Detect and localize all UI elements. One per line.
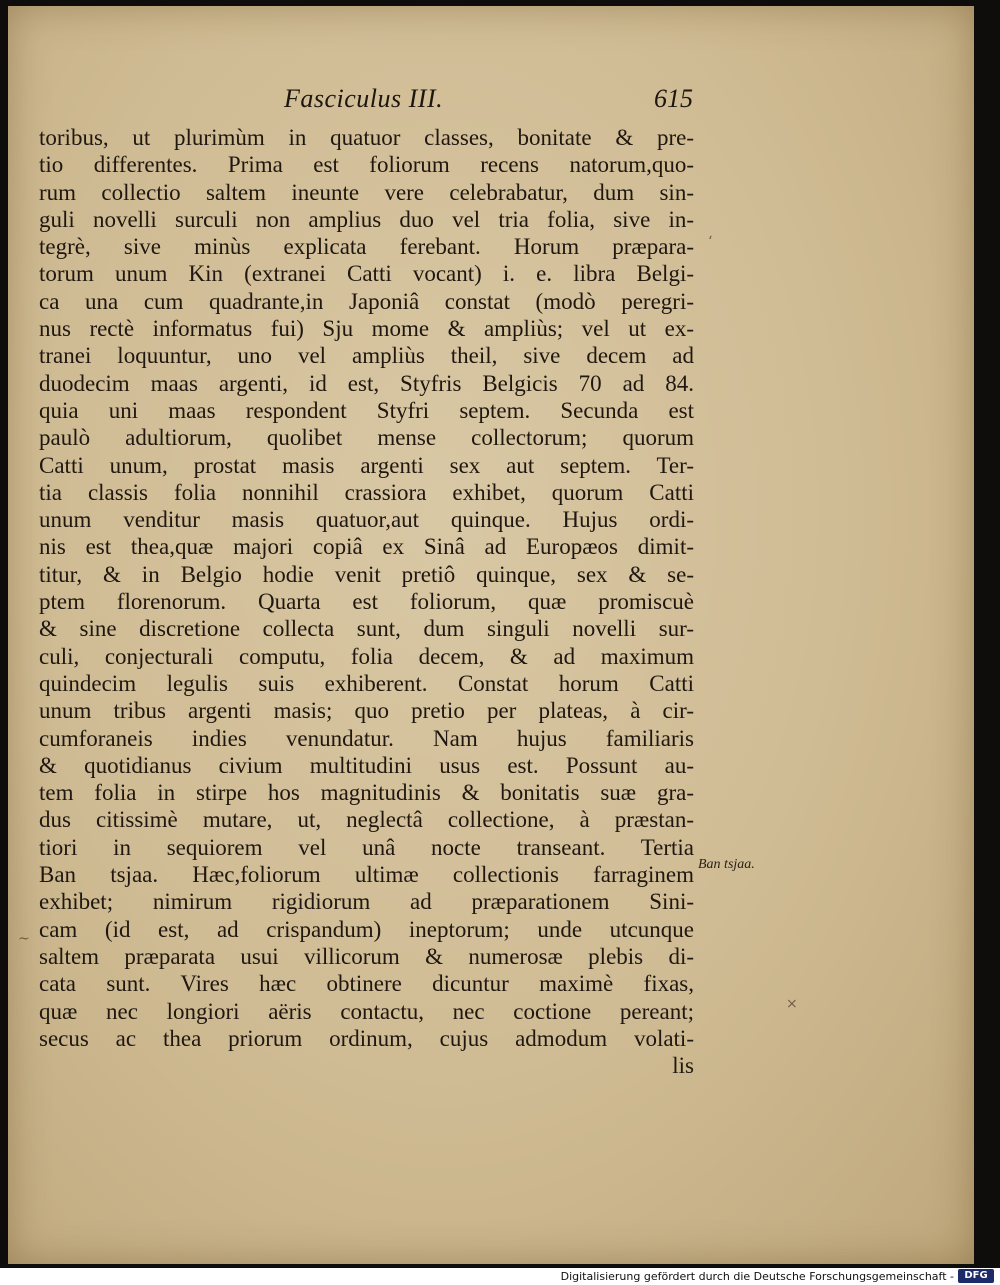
- text-line: cumforaneis indies venundatur. Nam hujus familiaris: [39, 725, 694, 751]
- text-line: guli novelli surculi non amplius duo vel tria folia, sive in-: [39, 206, 694, 232]
- text-line: paulò adultiorum, quolibet mense collectorum; quorum: [39, 425, 694, 451]
- text-line: toribus, ut plurimùm in quatuor classes, bonitate & pre-: [39, 125, 694, 150]
- text-line: & sine discretione collecta sunt, dum singuli novelli sur-: [39, 616, 694, 642]
- text-line: cam (id est, ad crispandum) ineptorum; unde utcunque: [39, 916, 694, 942]
- dfg-logo: DFG: [958, 1269, 994, 1283]
- page-number: 615: [654, 84, 693, 113]
- text-line: ptem florenorum. Quarta est foliorum, quæ promiscuè: [39, 589, 694, 615]
- text-line: rum collectio saltem ineunte vere celebrabatur, dum sin-: [39, 179, 694, 205]
- running-title: Fasciculus III.: [284, 84, 444, 113]
- stray-mark: ×: [786, 996, 798, 1012]
- text-line: torum unum Kin (extranei Catti vocant) i. e. libra Belgi-: [39, 261, 694, 287]
- text-line: saltem præparata usui villicorum & numerosæ plebis di-: [39, 943, 694, 969]
- stray-mark: ~: [18, 931, 30, 947]
- text-line: nis est thea,quæ majori copiâ ex Sinâ ad Europæos dimit-: [39, 534, 694, 560]
- text-line: Ban tsjaa. Hæc,foliorum ultimæ collectionis farraginem: [39, 862, 694, 888]
- footer-bar: [0, 1268, 1000, 1285]
- stray-mark: ‘: [708, 234, 713, 250]
- funding-credit: Digitalisierung gefördert durch die Deutsche Forschungsgemeinschaft -: [560, 1270, 954, 1283]
- text-line: unum venditur masis quatuor,aut quinque. Hujus ordi-: [39, 507, 694, 533]
- text-line: ca una cum quadrante,in Japoniâ constat (modò peregri-: [39, 288, 694, 314]
- body-text: [39, 124, 694, 1079]
- text-line: tiori in sequiorem vel unâ nocte transeant. Tertia: [39, 834, 694, 860]
- text-line: tio differentes. Prima est foliorum recens natorum,quo-: [39, 152, 694, 178]
- text-line: lis: [672, 1053, 694, 1079]
- text-line: quia uni maas respondent Styfri septem. Secunda est: [39, 397, 694, 423]
- marginal-note: Ban tsjaa.: [698, 857, 755, 872]
- text-line: Catti unum, prostat masis argenti sex aut septem. Ter-: [39, 452, 694, 478]
- page-header: [8, 84, 974, 124]
- text-line: quæ nec longiori aëris contactu, nec coctione pereant;: [39, 998, 694, 1024]
- text-line: secus ac thea priorum ordinum, cujus admodum volati-: [39, 1025, 694, 1051]
- text-line: culi, conjecturali computu, folia decem, & ad maximum: [39, 643, 694, 669]
- text-line: unum tribus argenti masis; quo pretio per plateas, à cir-: [39, 698, 694, 724]
- text-line: duodecim maas argenti, id est, Styfris Belgicis 70 ad 84.: [39, 370, 694, 396]
- text-line: quindecim legulis suis exhiberent. Constat horum Catti: [39, 670, 694, 696]
- text-line: dus citissimè mutare, ut, neglectâ collectione, à præstan-: [39, 807, 694, 833]
- text-line: & quotidianus civium multitudini usus est. Possunt au-: [39, 752, 694, 778]
- text-line: tia classis folia nonnihil crassiora exhibet, quorum Catti: [39, 479, 694, 505]
- text-line: nus rectè informatus fui) Sju mome & ampliùs; vel ut ex-: [39, 316, 694, 342]
- text-line: tem folia in stirpe hos magnitudinis & bonitatis suæ gra-: [39, 780, 694, 806]
- text-line: titur, & in Belgio hodie venit pretiô quinque, sex & se-: [39, 561, 694, 587]
- text-line: tegrè, sive minùs explicata ferebant. Horum præpara-: [39, 234, 694, 260]
- text-line: cata sunt. Vires hæc obtinere dicuntur maximè fixas,: [39, 971, 694, 997]
- text-line: exhibet; nimirum rigidiorum ad præparationem Sini-: [39, 889, 694, 915]
- book-page: [8, 6, 974, 1264]
- text-line: tranei loquuntur, uno vel ampliùs theil, sive decem ad: [39, 343, 694, 369]
